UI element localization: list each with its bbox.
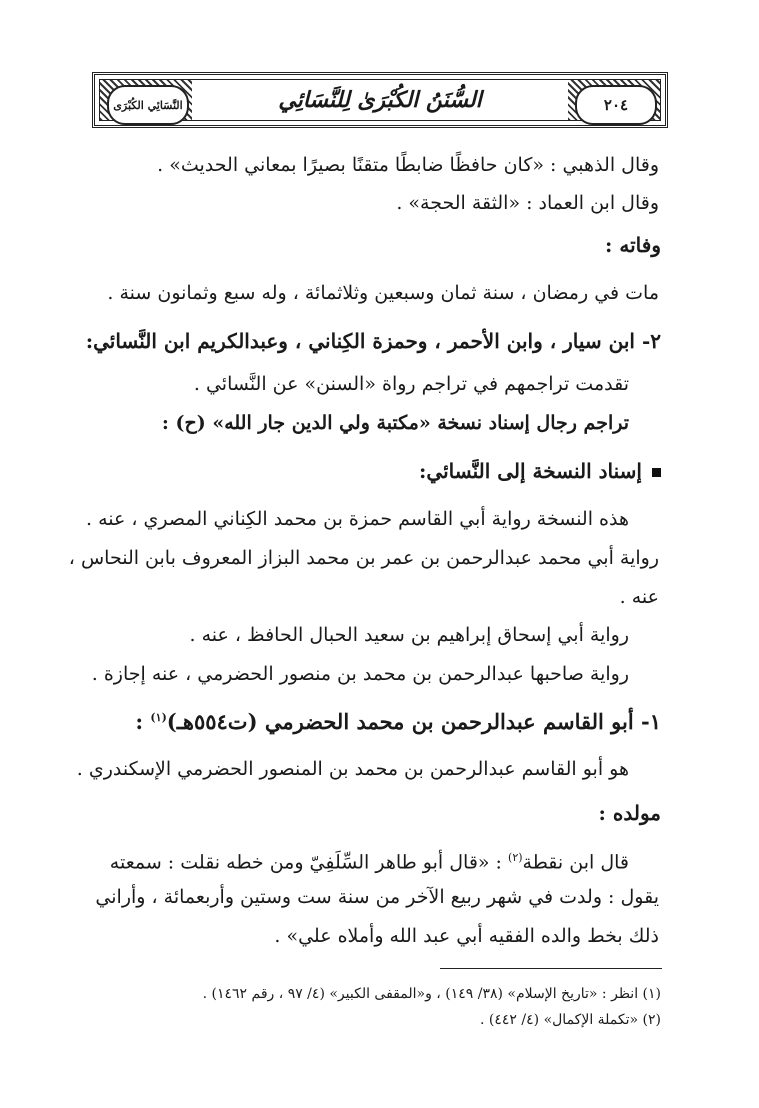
footnote-divider [440, 968, 662, 969]
book-title: السُّنَنُ الكُبْرَىٰ لِلنَّسَائِي [278, 87, 482, 113]
text-line: وقال ابن العماد : «الثقة الحجة» . [396, 192, 659, 214]
footnote-1: (١) انظر : «تاريخ الإسلام» (٣٨/ ١٤٩) ، و«المقفى الكبير» (٤/ ٩٧ ، رقم ١٤٦٢) . [202, 986, 661, 1002]
text-line: تقدمت تراجمهم في تراجم رواة «السنن» عن النَّسائي . [193, 373, 629, 395]
section-heading-hadrami [135, 705, 661, 735]
text-line: وقال الذهبي : «كان حافظًا ضابطًا متقنًا بصيرًا بمعاني الحديث» . [157, 154, 659, 176]
hadrami-heading-text: ١- أبو القاسم عبدالرحمن بن محمد الحضرمي (ت٥٥٤هـ) [166, 709, 661, 734]
quote-intro: قال ابن نقطة [522, 851, 629, 874]
footnote-2: (٢) «تكملة الإكمال» (٤/ ٤٤٢) . [480, 1012, 661, 1028]
text-line: هذه النسخة رواية أبي القاسم حمزة بن محمد الكِناني المصري ، عنه . [85, 508, 629, 530]
footnote-ref-2[interactable]: (٢) [508, 851, 523, 864]
header-right-ornament [568, 80, 660, 120]
page-number: ٢٠٤ [575, 85, 657, 125]
page-header [92, 72, 668, 128]
text-line: رواية صاحبها عبدالرحمن بن محمد بن منصور الحضرمي ، عنه إجازة . [91, 663, 629, 685]
text-line: رواية أبي محمد عبدالرحمن بن عمر بن محمد البزاز المعروف بابن النحاس ، [68, 547, 659, 569]
text-line: رواية أبي إسحاق إبراهيم بن سعيد الحبال الحافظ ، عنه . [189, 624, 629, 646]
subheading-manuscript: تراجم رجال إسناد نسخة «مكتبة ولي الدين جار الله» (ح) : [161, 412, 629, 434]
quote-text: : «قال أبو طاهر السِّلَفِيّ ومن خطه نقلت : سمعته [109, 851, 509, 874]
isnad-heading-text: إسناد النسخة إلى النَّسائي: [419, 459, 642, 483]
text-line [110, 845, 629, 875]
section-heading-isnad [419, 458, 661, 484]
header-frame [99, 79, 661, 121]
heading-colon: : [135, 709, 151, 734]
text-line: مات في رمضان ، سنة ثمان وسبعين وثلاثمائة ، وله سبع وثمانون سنة . [107, 282, 659, 304]
text-line: ذلك بخط والده الفقيه أبي عبد الله وأملاه علي» . [274, 925, 659, 947]
section-heading-birth: مولده : [598, 801, 661, 825]
section-heading-narrators: ٢- ابن سيار ، وابن الأحمر ، وحمزة الكِناني ، وعبدالكريم ابن النَّسائي: [85, 329, 661, 353]
book-emblem: النَّسَائِي الكُبْرَى [107, 85, 189, 125]
text-line: عنه . [619, 586, 659, 608]
text-line: يقول : ولدت في شهر ربيع الآخر من سنة ست وستين وأربعمائة ، وأراني [95, 886, 659, 908]
header-left-ornament [100, 80, 192, 120]
footnote-ref-1[interactable]: (١) [150, 711, 167, 724]
square-bullet-icon [652, 468, 661, 477]
text-line: هو أبو القاسم عبدالرحمن بن محمد بن المنصور الحضرمي الإسكندري . [76, 758, 629, 780]
section-heading-death: وفاته : [605, 233, 661, 257]
